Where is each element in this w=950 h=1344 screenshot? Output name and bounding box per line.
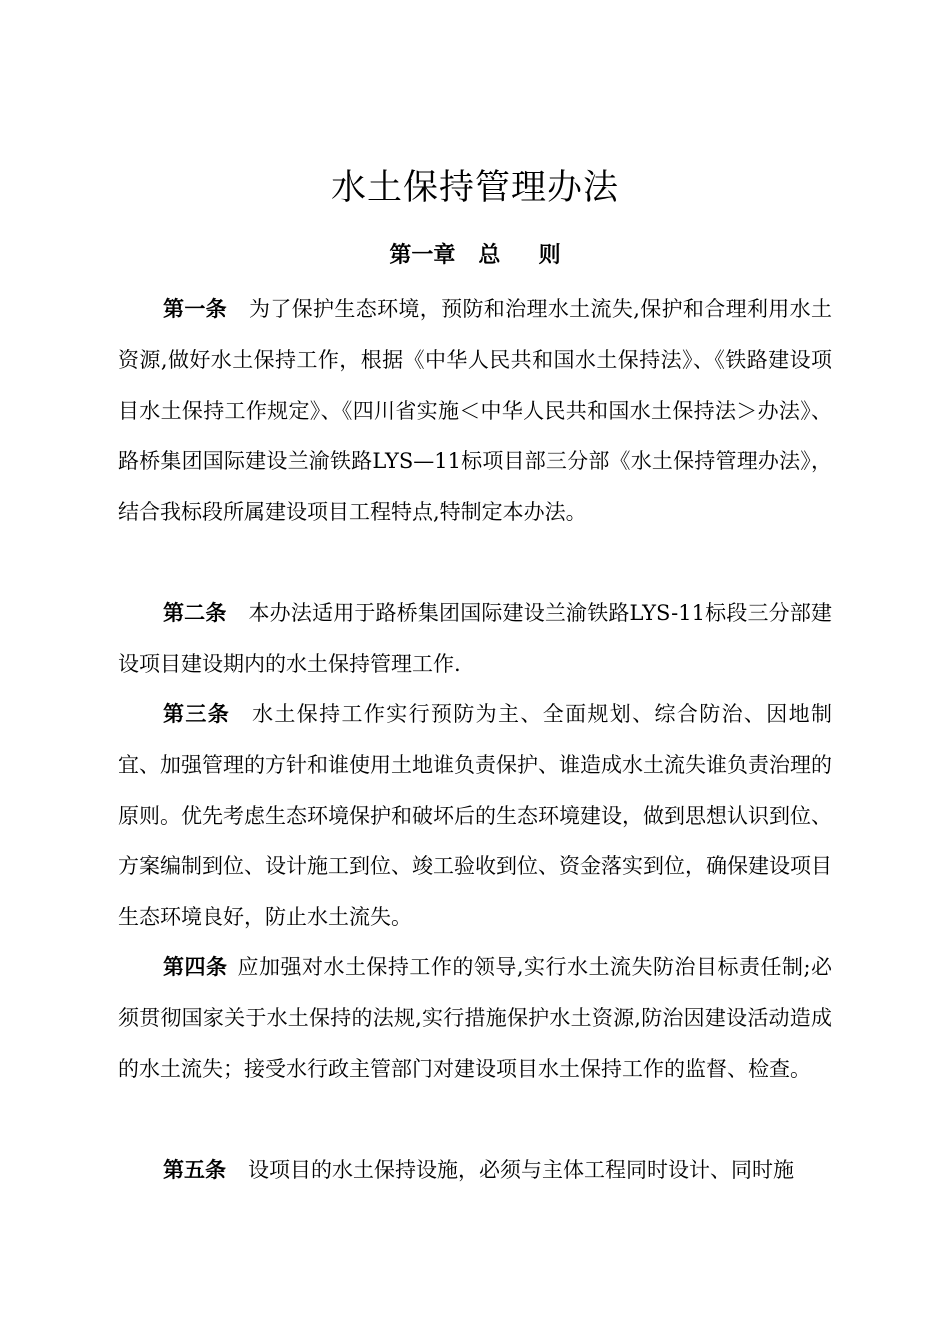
article-1 xyxy=(118,284,832,538)
chapter-heading: 第一章 总 则 xyxy=(389,243,561,268)
article-paragraph xyxy=(118,689,832,943)
article-5 xyxy=(118,1145,832,1196)
article-3 xyxy=(118,689,832,943)
article-paragraph xyxy=(118,588,832,690)
article-paragraph xyxy=(118,284,832,538)
article-paragraph xyxy=(118,1145,832,1196)
article-text: 水土保持工作实行预防为主、全面规划、综合防治、因地制宜、加强管理的方针和谁使用土地谁负责保护、谁造成水土流失谁负责治理的原则。优先考虑生态环境保护和破坏后的生态环境建设，做到思想认识到位、方案编制到位、设计施工到位、竣工验收到位、资金落实到位，确保建设项目生态环境良好，防止水土流失。 xyxy=(118,702,833,930)
article-text: 为了保护生态环境，预防和治理水土流失,保护和合理利用水土资源,做好水土保持工作，根据《中华人民共和国水土保持法》、《铁路建设项目水土保持工作规定》、《四川省实施＜中华人民共和国水土保持法＞办法》、路桥集团国际建设兰渝铁路LYS—11标项目部三分部《水土保持管理办法》，结合我标段所属建设项目工程特点,特制定本办法。 xyxy=(118,297,832,525)
article-4 xyxy=(118,942,832,1094)
article-label: 第二条 xyxy=(163,601,227,625)
article-text: 应加强对水土保持工作的领导,实行水土流失防治目标责任制;必须贯彻国家关于水土保持的法规,实行措施保护水土资源,防治因建设活动造成的水土流失；接受水行政主管部门对建设项目水土保持工作的监督、检查。 xyxy=(118,955,833,1081)
article-label: 第一条 xyxy=(163,297,228,321)
article-label: 第四条 xyxy=(163,955,228,979)
article-text: 设项目的水土保持设施，必须与主体工程同时设计、同时施 xyxy=(248,1158,794,1182)
article-label: 第五条 xyxy=(163,1158,226,1182)
article-label: 第三条 xyxy=(163,702,231,726)
article-text: 本办法适用于路桥集团国际建设兰渝铁路LYS-11标段三分部建设项目建设期内的水土保持管理工作. xyxy=(118,601,833,676)
document-title: 水土保持管理办法 xyxy=(330,168,619,208)
article-2 xyxy=(118,588,832,690)
article-paragraph xyxy=(118,942,832,1094)
